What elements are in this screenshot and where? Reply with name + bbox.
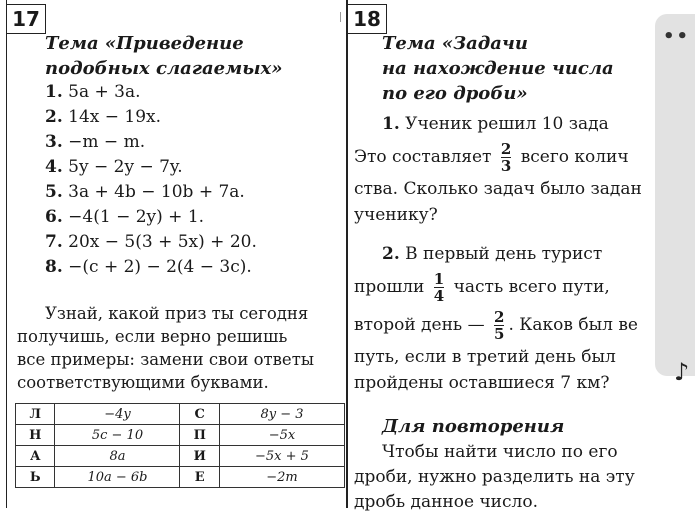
topic-title [382, 31, 614, 106]
fraction-numerator: 1 [433, 270, 445, 288]
problem-text: второй день — [354, 315, 485, 335]
margin-mark [340, 12, 341, 22]
topic-line: Тема «Задачи [382, 33, 528, 54]
answer-code-table [15, 403, 345, 488]
review-line: дробь данное число. [354, 492, 538, 512]
problem-line [354, 268, 638, 306]
review-rule [354, 440, 635, 515]
problem-number: 1. [382, 114, 400, 134]
problem-1 [354, 110, 642, 228]
exercise-number: 2. [45, 107, 63, 127]
task-18-column [347, 0, 695, 512]
exercise-number: 8. [45, 257, 63, 277]
table-cell-letter: Е [180, 467, 219, 488]
exercise-expression: 3a + 4b − 10b + 7a. [68, 182, 245, 202]
problem-line: пройдены оставшиеся 7 км? [354, 373, 610, 393]
table-cell-letter: П [180, 425, 219, 446]
dots-icon[interactable]: •• [663, 26, 691, 47]
table-cell-letter: Н [16, 425, 55, 446]
problem-line: ства. Сколько задач было задан [354, 179, 642, 199]
problem-line [354, 306, 638, 344]
topic-line: подобных слагаемых» [45, 58, 283, 79]
problem-number: 2. [382, 244, 400, 264]
prize-line: все примеры: замени свои ответы [17, 350, 314, 369]
prize-line: Узнай, какой приз ты сегодня [45, 304, 309, 323]
music-note-icon[interactable]: ♪ [674, 358, 690, 386]
task-number: 17 [7, 4, 46, 34]
floating-side-panel[interactable] [655, 14, 695, 376]
problem-text: В первый день турист [399, 244, 603, 264]
table-row [16, 425, 345, 446]
problem-line [354, 240, 638, 268]
table-cell-answer: 5c − 10 [55, 425, 180, 446]
table-row [16, 467, 345, 488]
fraction-denominator: 3 [500, 157, 512, 175]
exercise-expression: 14x − 19x. [68, 107, 162, 127]
prize-instructions [17, 302, 314, 394]
problem-line [354, 110, 642, 138]
exercise [45, 130, 145, 155]
review-title: Для повторения [382, 416, 565, 437]
table-cell-letter: Л [16, 404, 55, 425]
exercise [45, 230, 257, 255]
exercise [45, 155, 183, 180]
exercise-expression: 5a + 3a. [68, 82, 141, 102]
table-row [16, 446, 345, 467]
exercise-number: 1. [45, 82, 63, 102]
fraction-two-fifths [494, 309, 504, 342]
problem-text: прошли [354, 277, 425, 297]
fraction-numerator: 2 [494, 308, 505, 326]
fraction-numerator: 2 [500, 140, 512, 158]
exercise-expression: −(c + 2) − 2(4 − 3c). [68, 257, 252, 277]
topic-line: по его дроби» [382, 83, 528, 104]
table-cell-answer: 8a [55, 446, 180, 467]
problem-text: часть всего пути, [453, 277, 610, 297]
topic-title [45, 31, 283, 81]
prize-line: получишь, если верно решишь [17, 327, 288, 346]
table-cell-answer: 8y − 3 [219, 404, 344, 425]
table-cell-letter: Ь [16, 467, 55, 488]
table-cell-letter: А [16, 446, 55, 467]
exercise [45, 105, 161, 130]
task-17-column [6, 0, 347, 508]
exercise-expression: −m − m. [68, 132, 146, 152]
problem-line [354, 138, 642, 176]
fraction-one-quarter [434, 271, 444, 304]
exercise-number: 3. [45, 132, 63, 152]
fraction-denominator: 5 [494, 325, 505, 343]
table-cell-answer: −5x + 5 [219, 446, 344, 467]
exercise-number: 7. [45, 232, 63, 252]
table-cell-answer: −2m [219, 467, 344, 488]
review-line: дроби, нужно разделить на эту [354, 467, 635, 487]
exercise [45, 205, 204, 230]
exercise-expression: 5y − 2y − 7y. [68, 157, 183, 177]
exercise-expression: 20x − 5(3 + 5x) + 20. [68, 232, 257, 252]
problem-2 [354, 240, 638, 396]
topic-line: на нахождение числа [382, 58, 614, 79]
exercise-number: 4. [45, 157, 63, 177]
problem-line: путь, если в третий день был [354, 347, 616, 367]
exercise-expression: −4(1 − 2y) + 1. [68, 207, 205, 227]
prize-line: соответствующими буквами. [17, 373, 269, 392]
topic-line: Тема «Приведение [45, 33, 244, 54]
table-cell-answer: −4y [55, 404, 180, 425]
problem-text: Ученик решил 10 зада [399, 114, 609, 134]
problem-text: . Каков был ве [508, 315, 638, 335]
exercise [45, 255, 252, 280]
table-cell-letter: С [180, 404, 219, 425]
fraction-two-thirds [501, 141, 511, 174]
table-row [16, 404, 345, 425]
problem-text: всего колич [520, 147, 629, 167]
problem-line: ученику? [354, 205, 438, 225]
table-cell-answer: −5x [219, 425, 344, 446]
task-number: 18 [348, 4, 387, 34]
review-line: Чтобы найти число по его [382, 442, 618, 462]
exercise [45, 80, 141, 105]
fraction-denominator: 4 [433, 287, 445, 305]
problem-text: Это составляет [354, 147, 492, 167]
exercise-number: 6. [45, 207, 63, 227]
exercise [45, 180, 245, 205]
table-cell-answer: 10a − 6b [55, 467, 180, 488]
exercise-number: 5. [45, 182, 63, 202]
table-cell-letter: И [180, 446, 219, 467]
